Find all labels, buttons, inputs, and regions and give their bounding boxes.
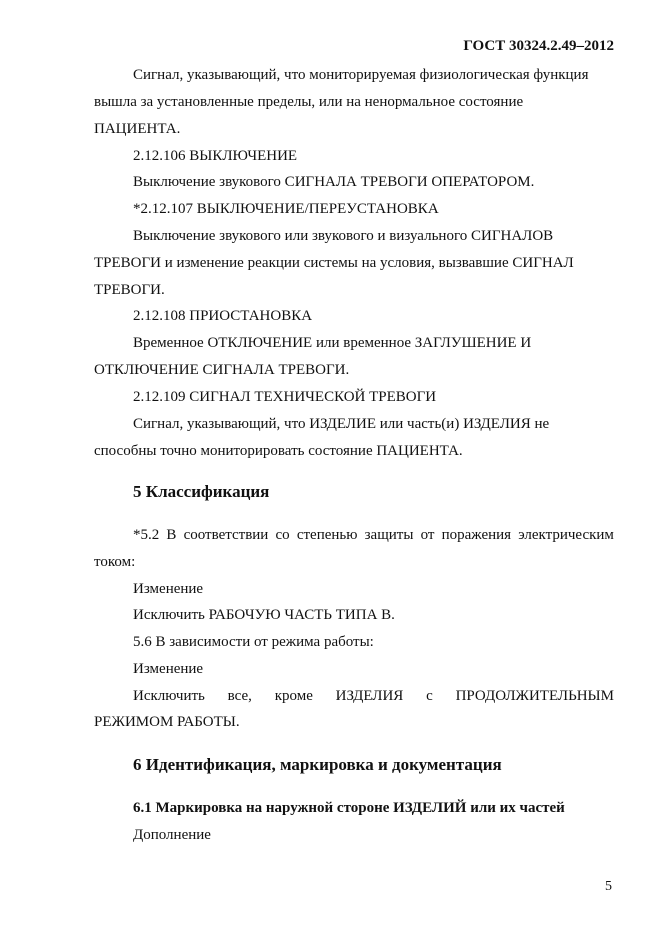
text-line: Изменение: [133, 661, 204, 677]
text-line: Изменение: [133, 581, 204, 597]
section-heading-5: 5 Классификация: [133, 482, 270, 501]
text-line: РЕЖИМОМ РАБОТЫ.: [94, 714, 240, 730]
page-number: 5: [605, 879, 612, 894]
text-line: Исключить РАБОЧУЮ ЧАСТЬ ТИПА В.: [133, 607, 395, 623]
subsection-heading-6-1: 6.1 Маркировка на наружной стороне ИЗДЕЛИЙ или их частей: [133, 800, 565, 816]
standard-header: ГОСТ 30324.2.49–2012: [463, 38, 614, 54]
justified-line: [133, 687, 614, 705]
text-line: вышла за установленные пределы, или на ненормальное состояние: [94, 94, 524, 110]
text-line: Выключение звукового СИГНАЛА ТРЕВОГИ ОПЕРАТОРОМ.: [133, 174, 535, 190]
text-line: Сигнал, указывающий, что ИЗДЕЛИЕ или часть(и) ИЗДЕЛИЯ не: [133, 416, 550, 432]
term-heading: 2.12.108 ПРИОСТАНОВКА: [133, 308, 313, 324]
text-line: Сигнал, указывающий, что мониторируемая физиологическая функция: [133, 67, 589, 83]
word: поражения: [441, 527, 512, 543]
text-line: ТРЕВОГИ и изменение реакции системы на условия, вызвавшие СИГНАЛ: [94, 255, 574, 271]
text-line: ТРЕВОГИ.: [94, 282, 165, 298]
section-heading-6: 6 Идентификация, маркировка и документация: [133, 755, 502, 774]
word: Исключить: [133, 688, 205, 704]
text-line: током:: [94, 554, 136, 570]
word: ПРОДОЛЖИТЕЛЬНЫМ: [455, 688, 614, 704]
word: с: [426, 688, 433, 704]
text-line: ОТКЛЮЧЕНИЕ СИГНАЛА ТРЕВОГИ.: [94, 362, 350, 378]
word: все,: [227, 688, 252, 704]
word: В: [166, 527, 177, 543]
text-line: ПАЦИЕНТА.: [94, 121, 181, 137]
word: со: [275, 527, 290, 543]
word: степенью: [296, 527, 358, 543]
word: ИЗДЕЛИЯ: [335, 688, 404, 704]
text-line: Временное ОТКЛЮЧЕНИЕ или временное ЗАГЛУШЕНИЕ И: [133, 335, 532, 351]
word: от: [420, 527, 435, 543]
word: защиты: [364, 527, 414, 543]
term-heading: 2.12.106 ВЫКЛЮЧЕНИЕ: [133, 148, 298, 164]
word: соответствии: [183, 527, 269, 543]
text-line: Дополнение: [133, 827, 211, 843]
word: кроме: [274, 688, 313, 704]
text-line: Выключение звукового или звукового и визуального СИГНАЛОВ: [133, 228, 554, 244]
text-line: способны точно мониторировать состояние ПАЦИЕНТА.: [94, 443, 463, 459]
word: электрическим: [518, 527, 614, 543]
justified-line: [133, 526, 614, 544]
term-heading: 2.12.109 СИГНАЛ ТЕХНИЧЕСКОЙ ТРЕВОГИ: [133, 389, 437, 405]
word: *5.2: [133, 527, 160, 543]
term-heading: *2.12.107 ВЫКЛЮЧЕНИЕ/ПЕРЕУСТАНОВКА: [133, 201, 439, 217]
text-line: 5.6 В зависимости от режима работы:: [133, 634, 374, 650]
